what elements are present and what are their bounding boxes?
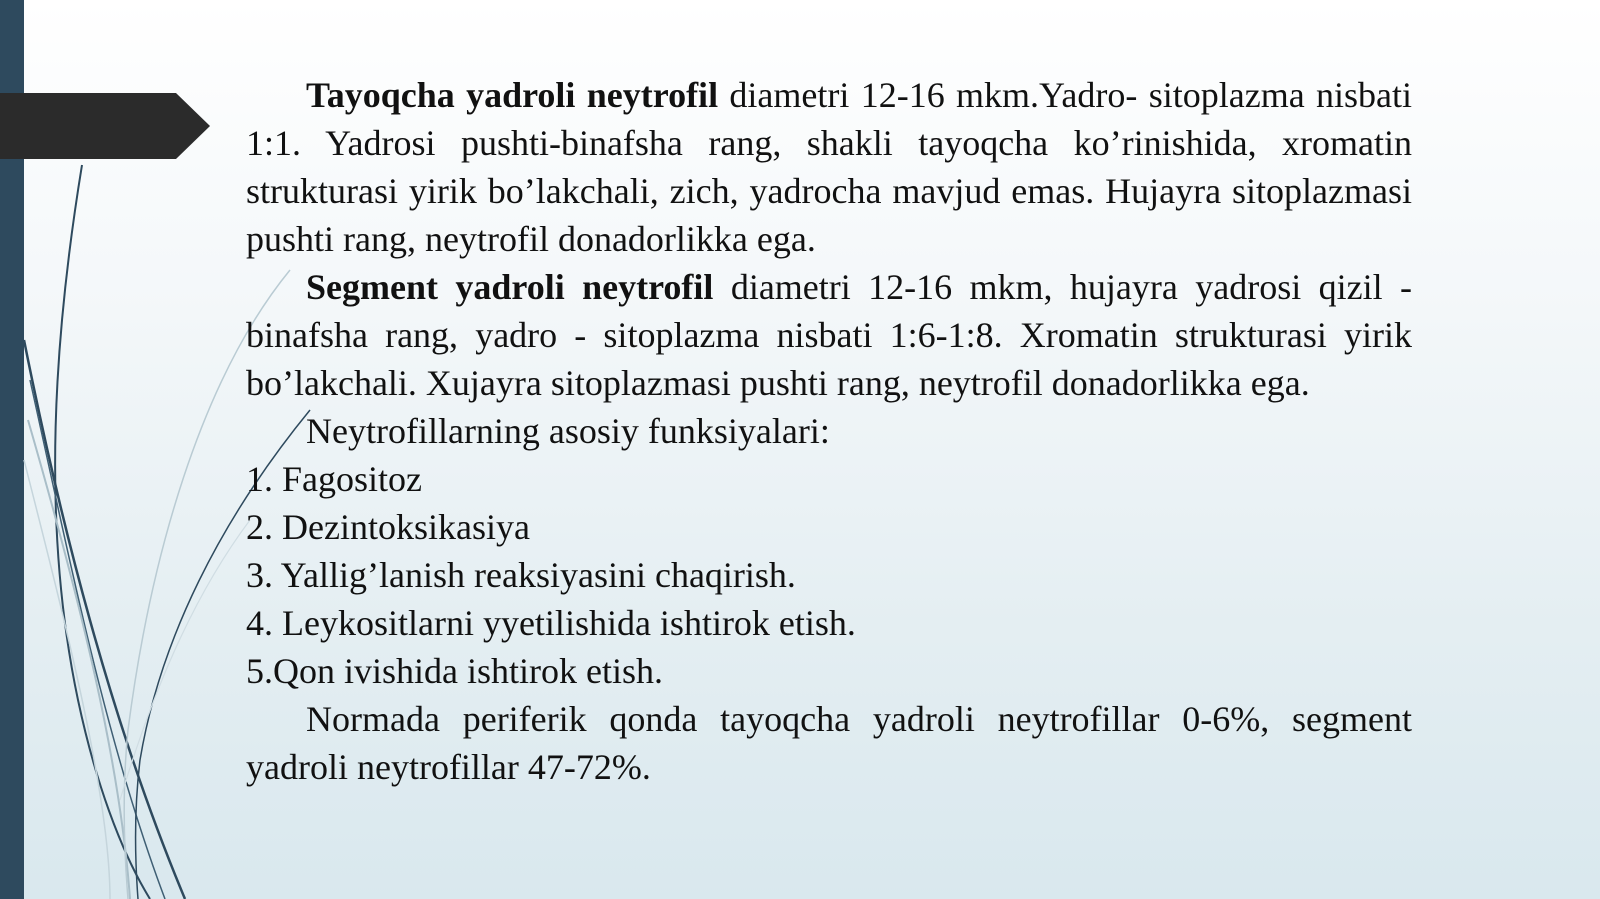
list-item: 5.Qon ivishida ishtirok etish. (246, 651, 663, 691)
paragraph-band-neutrophil (246, 71, 1412, 263)
list-item: 1. Fagositoz (246, 459, 422, 499)
functions-heading: Neytrofillarning asosiy funksiyalari: (306, 411, 830, 451)
term-band-neutrophil: Tayoqcha yadroli neytrofil (306, 75, 719, 115)
list-item: 3. Yallig’lanish reaksiyasini chaqirish. (246, 555, 796, 595)
title-tab-arrow-icon (0, 93, 210, 159)
paragraph-segmented-neutrophil (246, 263, 1412, 407)
list-item: 2. Dezintoksikasiya (246, 507, 530, 547)
text-band-neutrophil: diametri 12-16 mkm.Yadro- sitoplazma nisbati 1:1. Yadrosi pushti-binafsha rang, shakli tayoqcha ko’rinishida, xromatin strukturasi yirik bo’lakchali, zich, yadrocha mavjud emas. Hujayra sitoplazmasi pushti rang, neytrofil donadorlikka ega. (246, 75, 1413, 259)
text-segmented-neutrophil: diametri 12-16 mkm, hujayra yadrosi qizil -binafsha rang, yadro - sitoplazma nisbati 1:6-1:8. Xromatin strukturasi yirik bo’lakchali. Xujayra sitoplazmasi pushti rang, neytrofil donadorlikka ega. (246, 267, 1412, 403)
paragraph-norm-values: Normada periferik qonda tayoqcha yadroli neytrofillar 0-6%, segment yadroli neytrofillar 47-72%. (246, 699, 1412, 787)
slide-body (246, 71, 1412, 791)
list-item: 4. Leykositlarni yyetilishida ishtirok etish. (246, 603, 856, 643)
term-segmented-neutrophil: Segment yadroli neytrofil (306, 267, 714, 307)
